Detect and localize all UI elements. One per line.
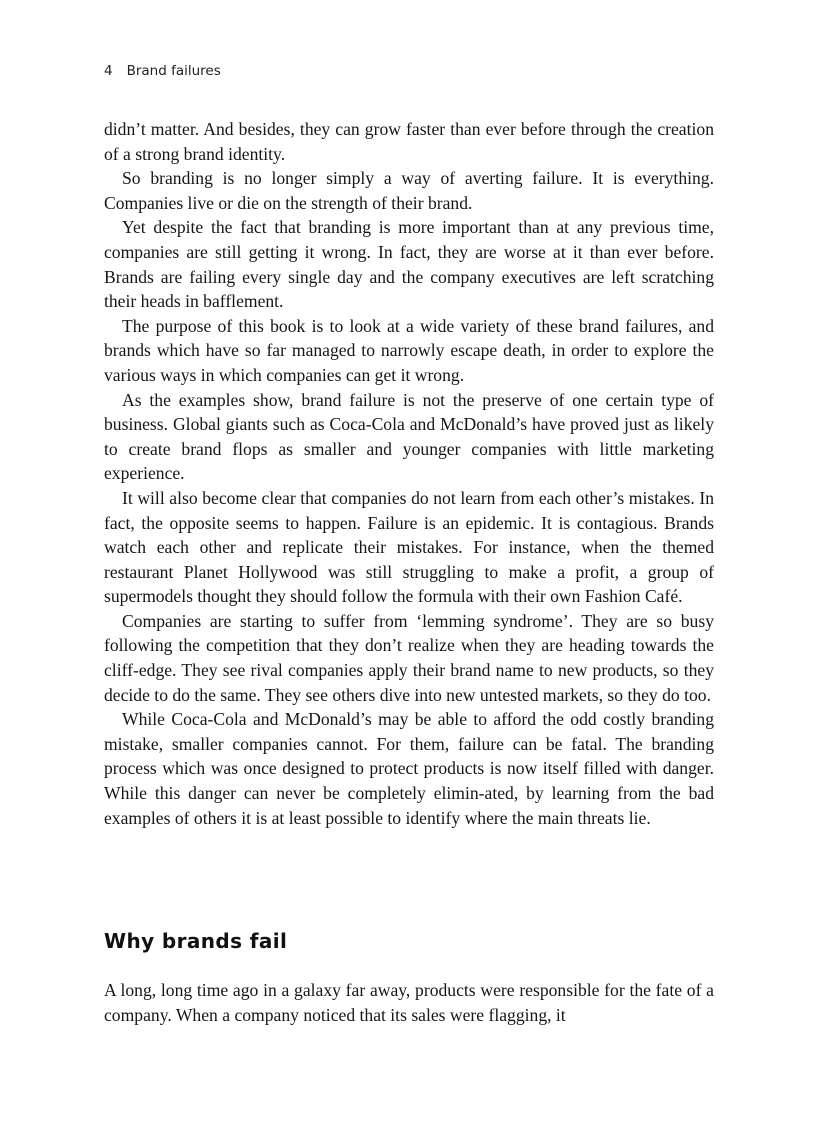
page-number: 4 xyxy=(104,63,113,79)
paragraph-book-purpose: The purpose of this book is to look at a wide variety of these brand failures, and brands which have so far managed to narrowly escape death, in order to explore the various ways in which companies can get it wrong. xyxy=(104,315,714,385)
paragraph-smaller-companies: While Coca-Cola and McDonald’s may be able to afford the odd costly branding mistake, smaller companies cannot. For them, failure can be fatal. The branding process which was once designed to protect products is now itself filled with danger. While this danger can never be completely elimin-ated, by learning from the bad examples of others it is at least possible to identify where the main threats lie. xyxy=(104,709,714,828)
paragraph-getting-it-wrong: Yet despite the fact that branding is more important than at any previous time, companies are still getting it wrong. In fact, they are worse at it than ever before. Brands are failing every single day and the company executives are left scratching their heads in bafflement. xyxy=(104,217,714,312)
paragraph-contagious-failure: It will also become clear that companies do not learn from each other’s mistakes. In fact, the opposite seems to happen. Failure is an epidemic. It is contagious. Brands watch each other and replicate their mistakes. For instance, when the themed restaurant Planet Hollywood was still struggling to make a profit, a group of supermodels thought they should follow the formula with their own Fashion Café. xyxy=(104,487,714,607)
paragraph-continuation: didn’t matter. And besides, they can grow faster than ever before through the creation of a strong brand identity. xyxy=(104,119,714,164)
paragraph-galaxy-far-away: A long, long time ago in a galaxy far away, products were responsible for the fate of a company. When a company noticed that its sales were flagging, it xyxy=(104,980,714,1025)
running-header xyxy=(104,63,221,79)
section-heading: Why brands fail xyxy=(104,929,288,953)
paragraph-lemming-syndrome: Companies are starting to suffer from ‘lemming syndrome’. They are so busy following the competition that they don’t realize when they are heading towards the cliff-edge. They see rival companies apply their brand name to new products, so they decide to do the same. They see others dive into new untested markets, so they do too. xyxy=(104,610,714,705)
section-text xyxy=(104,978,714,1027)
paragraph-global-giants: As the examples show, brand failure is not the preserve of one certain type of business. Global giants such as Coca-Cola and McDonald’s have proved just as likely to create brand flops as smaller and younger companies with little marketing experience. xyxy=(104,389,714,484)
running-title: Brand failures xyxy=(126,63,221,79)
main-text xyxy=(104,117,714,830)
paragraph-branding-everything: So branding is no longer simply a way of averting failure. It is everything. Companies live or die on the strength of their brand. xyxy=(104,168,714,213)
